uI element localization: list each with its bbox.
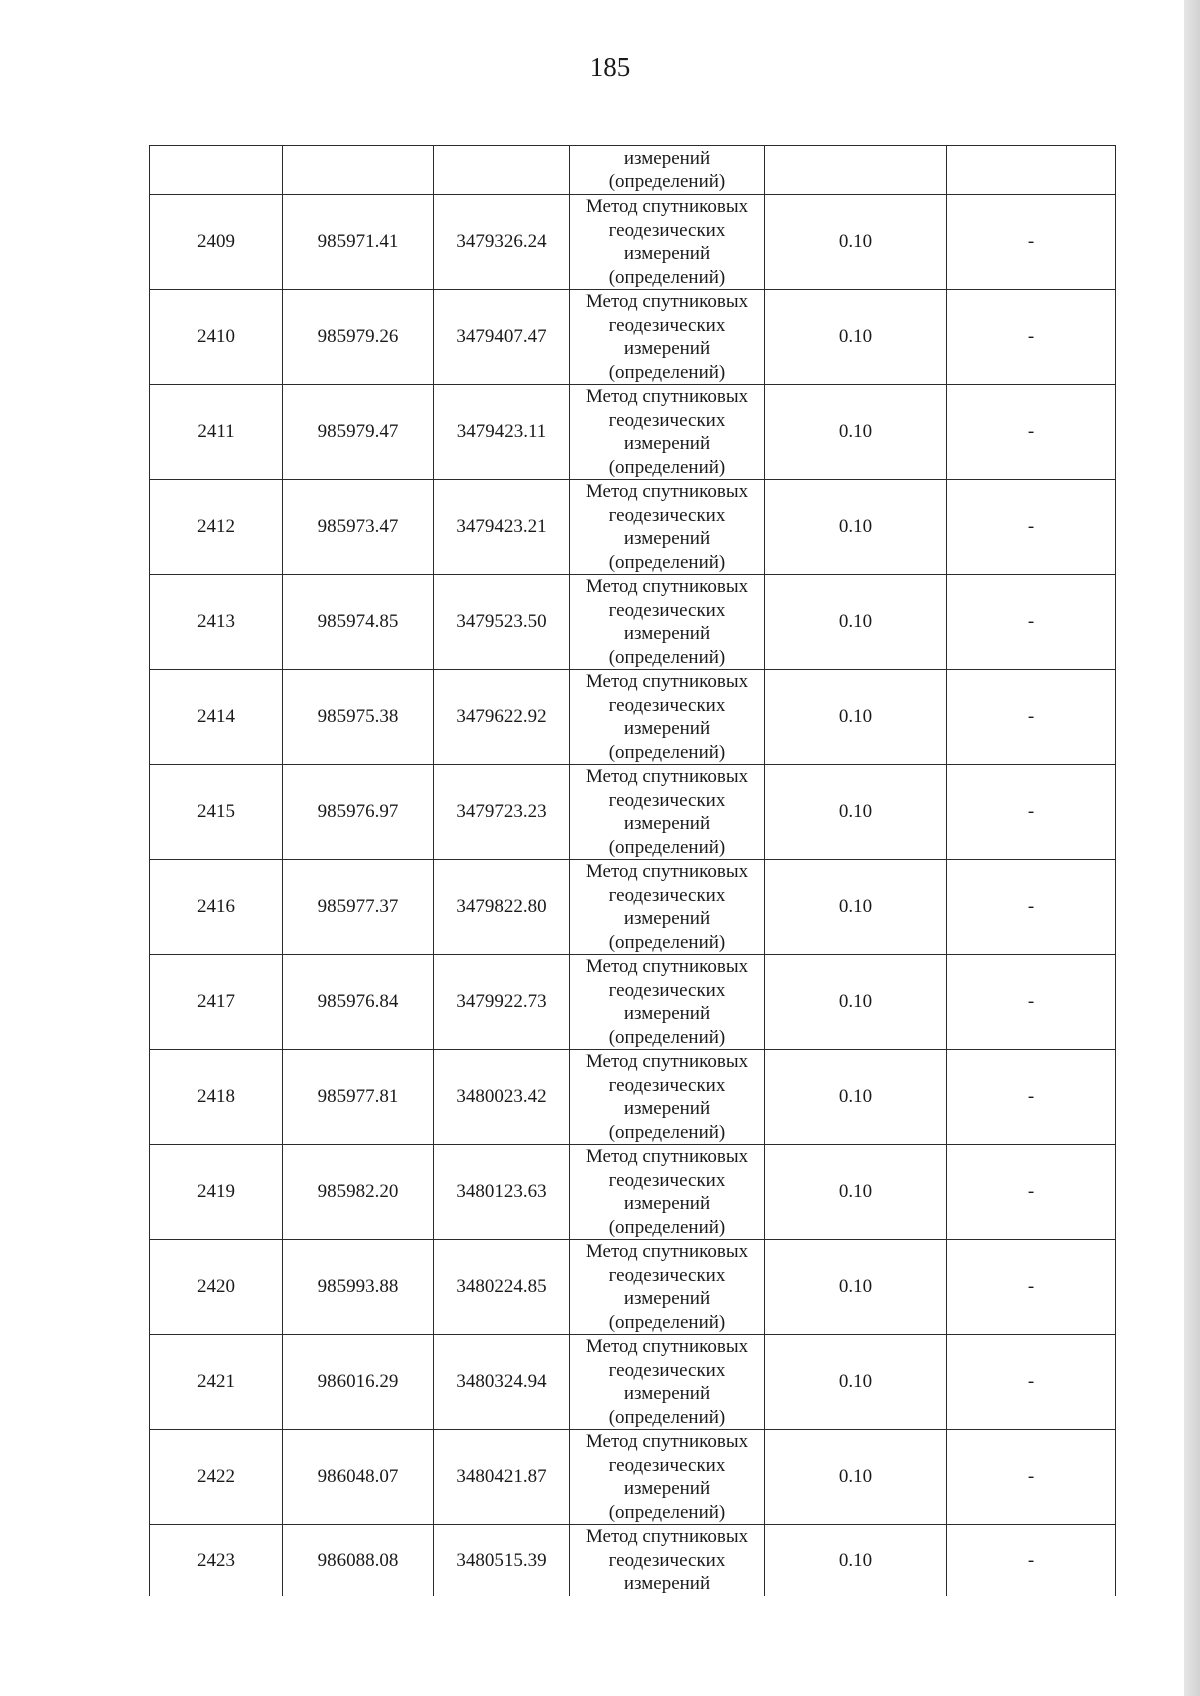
- method-line: геодезических: [608, 1359, 726, 1381]
- method-cell: [570, 146, 765, 195]
- method-line: Метод спутниковых: [585, 861, 749, 882]
- y-coordinate-cell: 3480123.63: [434, 1145, 570, 1240]
- accuracy-cell: [765, 146, 947, 195]
- method-line: измерений: [623, 813, 711, 834]
- accuracy-cell: 0.10: [765, 1240, 947, 1335]
- method-line: Метод спутниковых: [585, 1241, 749, 1262]
- x-coordinate-cell: 985971.41: [283, 195, 434, 290]
- method-line: Метод спутниковых: [585, 766, 749, 787]
- method-line: Метод спутниковых: [585, 1146, 749, 1167]
- method-line: Метод спутниковых: [585, 1336, 749, 1357]
- method-line: (определений): [608, 741, 726, 763]
- method-cell: [570, 765, 765, 860]
- point-id-cell: 2418: [150, 1050, 283, 1145]
- page-number: 185: [589, 52, 631, 82]
- method-line: (определений): [608, 1311, 726, 1333]
- x-coordinate-cell: 985993.88: [283, 1240, 434, 1335]
- method-line: (определений): [608, 646, 726, 668]
- method-line: геодезических: [608, 1549, 726, 1571]
- method-cell: [570, 385, 765, 480]
- accuracy-cell: 0.10: [765, 1335, 947, 1430]
- accuracy-cell: 0.10: [765, 1430, 947, 1525]
- method-line: Метод спутниковых: [585, 481, 749, 502]
- y-coordinate-cell: 3479326.24: [434, 195, 570, 290]
- y-coordinate-cell: 3479922.73: [434, 955, 570, 1050]
- coordinates-table: [149, 145, 1116, 1596]
- method-line: измерений: [623, 1003, 711, 1024]
- x-coordinate-cell: 985975.38: [283, 670, 434, 765]
- method-cell: [570, 670, 765, 765]
- point-id-cell: 2412: [150, 480, 283, 575]
- description-cell: -: [947, 195, 1116, 290]
- point-id-cell: 2416: [150, 860, 283, 955]
- description-cell: -: [947, 955, 1116, 1050]
- method-line: Метод спутниковых: [585, 1051, 749, 1072]
- x-coordinate-cell: 986016.29: [283, 1335, 434, 1430]
- point-id-cell: 2419: [150, 1145, 283, 1240]
- description-cell: -: [947, 1430, 1116, 1525]
- accuracy-cell: 0.10: [765, 290, 947, 385]
- method-line: измерений: [623, 433, 711, 454]
- description-cell: -: [947, 1145, 1116, 1240]
- x-coordinate-cell: 985982.20: [283, 1145, 434, 1240]
- method-line: измерений: [623, 147, 711, 169]
- x-coordinate-cell: [283, 146, 434, 195]
- method-line: (определений): [608, 1501, 726, 1523]
- description-cell: -: [947, 1240, 1116, 1335]
- method-line: измерений: [623, 1573, 711, 1594]
- method-cell: [570, 290, 765, 385]
- table-row: [150, 1430, 1116, 1525]
- method-line: Метод спутниковых: [585, 1431, 749, 1452]
- x-coordinate-cell: 986088.08: [283, 1525, 434, 1596]
- method-line: Метод спутниковых: [585, 1526, 749, 1547]
- method-cell: [570, 1525, 765, 1596]
- method-cell: [570, 860, 765, 955]
- point-id-cell: 2414: [150, 670, 283, 765]
- x-coordinate-cell: 985973.47: [283, 480, 434, 575]
- table-row: [150, 1145, 1116, 1240]
- point-id-cell: 2421: [150, 1335, 283, 1430]
- accuracy-cell: 0.10: [765, 670, 947, 765]
- method-line: (определений): [608, 361, 726, 383]
- accuracy-cell: 0.10: [765, 575, 947, 670]
- method-line: измерений: [623, 1478, 711, 1499]
- method-line: геодезических: [608, 409, 726, 431]
- method-line: Метод спутниковых: [585, 956, 749, 977]
- y-coordinate-cell: 3479723.23: [434, 765, 570, 860]
- x-coordinate-cell: 985979.47: [283, 385, 434, 480]
- method-cell: [570, 195, 765, 290]
- table-row: [150, 1335, 1116, 1430]
- description-cell: -: [947, 1050, 1116, 1145]
- method-line: Метод спутниковых: [585, 291, 749, 312]
- method-line: (определений): [608, 1216, 726, 1238]
- description-cell: [947, 146, 1116, 195]
- description-cell: -: [947, 480, 1116, 575]
- table-row: [150, 480, 1116, 575]
- method-line: геодезических: [608, 789, 726, 811]
- method-line: геодезических: [608, 979, 726, 1001]
- method-line: измерений: [623, 1383, 711, 1404]
- y-coordinate-cell: 3480023.42: [434, 1050, 570, 1145]
- accuracy-cell: 0.10: [765, 860, 947, 955]
- method-line: измерений: [623, 243, 711, 264]
- point-id-cell: 2410: [150, 290, 283, 385]
- method-cell: [570, 1050, 765, 1145]
- method-cell: [570, 1145, 765, 1240]
- point-id-cell: 2422: [150, 1430, 283, 1525]
- accuracy-cell: 0.10: [765, 1525, 947, 1596]
- method-cell: [570, 1430, 765, 1525]
- accuracy-cell: 0.10: [765, 955, 947, 1050]
- x-coordinate-cell: 986048.07: [283, 1430, 434, 1525]
- table-row: [150, 670, 1116, 765]
- method-line: (определений): [608, 266, 726, 288]
- table-row: [150, 385, 1116, 480]
- accuracy-cell: 0.10: [765, 1145, 947, 1240]
- y-coordinate-cell: 3479423.21: [434, 480, 570, 575]
- method-line: измерений: [623, 528, 711, 549]
- method-cell: [570, 955, 765, 1050]
- table-row: [150, 195, 1116, 290]
- method-line: (определений): [608, 836, 726, 858]
- y-coordinate-cell: 3479622.92: [434, 670, 570, 765]
- method-line: (определений): [608, 1406, 726, 1428]
- x-coordinate-cell: 985976.97: [283, 765, 434, 860]
- method-line: измерений: [623, 623, 711, 644]
- table-row: [150, 765, 1116, 860]
- description-cell: -: [947, 670, 1116, 765]
- description-cell: -: [947, 290, 1116, 385]
- y-coordinate-cell: 3480515.39: [434, 1525, 570, 1596]
- method-line: геодезических: [608, 1074, 726, 1096]
- method-line: геодезических: [608, 884, 726, 906]
- y-coordinate-cell: 3480421.87: [434, 1430, 570, 1525]
- table-row: [150, 290, 1116, 385]
- method-line: измерений: [623, 338, 711, 359]
- point-id-cell: 2423: [150, 1525, 283, 1596]
- method-line: (определений): [608, 171, 726, 192]
- accuracy-cell: 0.10: [765, 1050, 947, 1145]
- method-cell: [570, 480, 765, 575]
- method-line: Метод спутниковых: [585, 196, 749, 217]
- description-cell: -: [947, 1525, 1116, 1596]
- y-coordinate-cell: [434, 146, 570, 195]
- method-line: геодезических: [608, 1264, 726, 1286]
- method-line: Метод спутниковых: [585, 576, 749, 597]
- table-row: [150, 575, 1116, 670]
- method-line: измерений: [623, 1098, 711, 1119]
- point-id-cell: 2415: [150, 765, 283, 860]
- point-id-cell: 2411: [150, 385, 283, 480]
- point-id-cell: 2409: [150, 195, 283, 290]
- method-line: (определений): [608, 1121, 726, 1143]
- y-coordinate-cell: 3480224.85: [434, 1240, 570, 1335]
- method-line: (определений): [608, 551, 726, 573]
- description-cell: -: [947, 765, 1116, 860]
- method-line: измерений: [623, 1288, 711, 1309]
- table-row: [150, 1240, 1116, 1335]
- x-coordinate-cell: 985979.26: [283, 290, 434, 385]
- accuracy-cell: 0.10: [765, 765, 947, 860]
- method-line: измерений: [623, 908, 711, 929]
- y-coordinate-cell: 3479523.50: [434, 575, 570, 670]
- method-line: геодезических: [608, 219, 726, 241]
- accuracy-cell: 0.10: [765, 195, 947, 290]
- method-line: геодезических: [608, 504, 726, 526]
- method-line: (определений): [608, 456, 726, 478]
- y-coordinate-cell: 3480324.94: [434, 1335, 570, 1430]
- point-id-cell: 2420: [150, 1240, 283, 1335]
- table-body: [150, 146, 1116, 1596]
- table-row: [150, 860, 1116, 955]
- point-id-cell: 2413: [150, 575, 283, 670]
- method-cell: [570, 1335, 765, 1430]
- description-cell: -: [947, 860, 1116, 955]
- point-id-cell: [150, 146, 283, 195]
- table-row: [150, 1525, 1116, 1596]
- y-coordinate-cell: 3479407.47: [434, 290, 570, 385]
- table-row: [150, 1050, 1116, 1145]
- accuracy-cell: 0.10: [765, 385, 947, 480]
- scan-edge: [1184, 0, 1200, 1696]
- description-cell: -: [947, 385, 1116, 480]
- method-line: (определений): [608, 931, 726, 953]
- method-line: измерений: [623, 1193, 711, 1214]
- x-coordinate-cell: 985977.81: [283, 1050, 434, 1145]
- method-line: геодезических: [608, 599, 726, 621]
- method-cell: [570, 1240, 765, 1335]
- method-line: Метод спутниковых: [585, 671, 749, 692]
- x-coordinate-cell: 985977.37: [283, 860, 434, 955]
- method-line: Метод спутниковых: [585, 386, 749, 407]
- y-coordinate-cell: 3479822.80: [434, 860, 570, 955]
- method-line: измерений: [623, 718, 711, 739]
- table-row-continued: [150, 146, 1116, 195]
- y-coordinate-cell: 3479423.11: [434, 385, 570, 480]
- table-row: [150, 955, 1116, 1050]
- method-cell: [570, 575, 765, 670]
- method-line: (определений): [608, 1026, 726, 1048]
- method-line: геодезических: [608, 314, 726, 336]
- description-cell: -: [947, 1335, 1116, 1430]
- method-line: геодезических: [608, 1454, 726, 1476]
- description-cell: -: [947, 575, 1116, 670]
- x-coordinate-cell: 985974.85: [283, 575, 434, 670]
- accuracy-cell: 0.10: [765, 480, 947, 575]
- x-coordinate-cell: 985976.84: [283, 955, 434, 1050]
- point-id-cell: 2417: [150, 955, 283, 1050]
- method-line: геодезических: [608, 694, 726, 716]
- method-line: геодезических: [608, 1169, 726, 1191]
